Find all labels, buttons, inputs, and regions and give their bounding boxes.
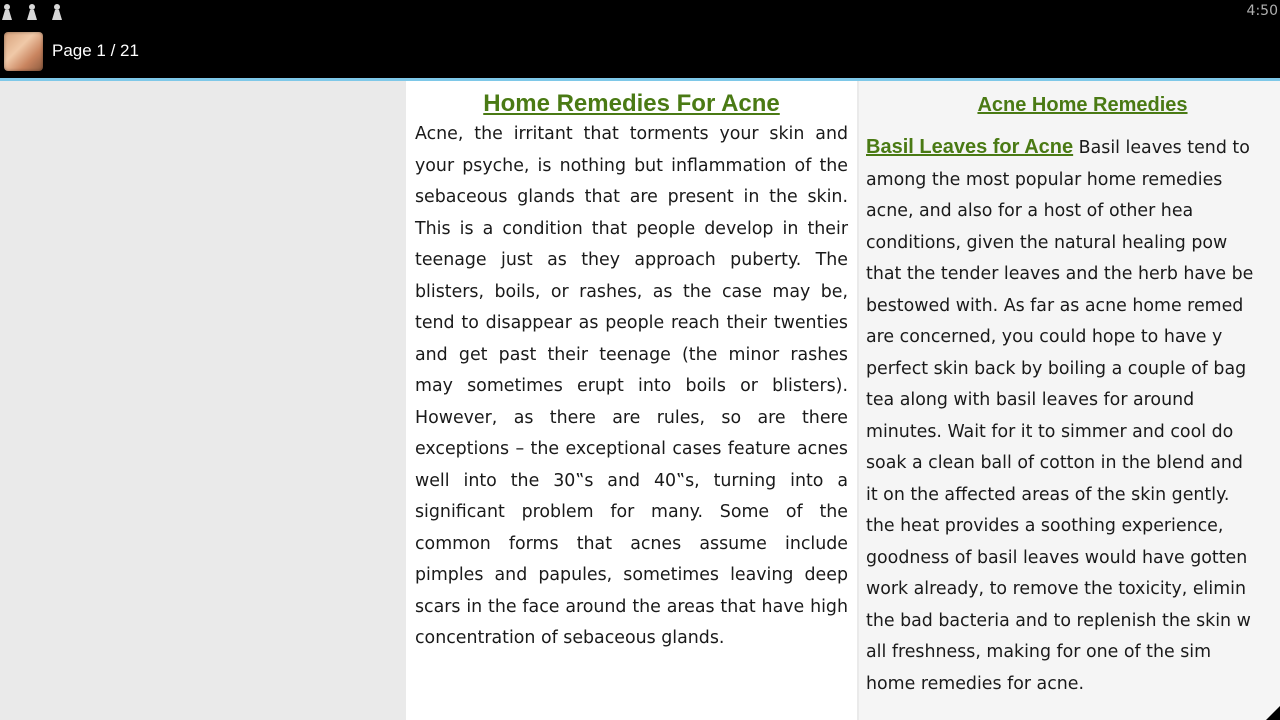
text-line: the heat provides a soothing experience,	[866, 516, 1224, 536]
text-line: the bad bacteria and to replenish the skin w	[866, 610, 1251, 631]
text-line: among the most popular home remedies	[866, 169, 1223, 190]
text-line: all freshness, making for one of the sim	[866, 642, 1212, 662]
text-line: are concerned, you could hope to have y	[866, 327, 1223, 347]
text-line: perfect skin back by boiling a couple of bag	[866, 358, 1247, 379]
status-bar	[0, 0, 1280, 25]
subheading: Basil Leaves for Acne	[866, 136, 1074, 158]
document-page-2[interactable]	[859, 81, 1280, 720]
text-line: Basil Leaves for Acne Basil leaves tend to	[866, 136, 1250, 158]
pawn-icon	[1, 3, 13, 21]
text-line: home remedies for acne.	[866, 673, 1085, 694]
page-paragraph	[866, 132, 1280, 700]
page-indicator: Page 1 / 21	[52, 41, 139, 60]
document-page-1[interactable]	[406, 81, 857, 720]
page-paragraph: Acne, the irritant that torments your skin and your psyche, is nothing but inflammation of the sebaceous glands that are present in the skin. This is a condition that people develop in their teenage just as they approach puberty. The blisters, boils, or rashes, as the case may be, tend to disappear as people reach their twenties and get past their teenage (the minor rashes may sometimes erupt into boils or blisters). However, as there are rules, so are there exceptions – the exceptional cases feature acnes well into the 30‟s and 40‟s, turning into a significant problem for many. Some of the common forms that acnes assume include pimples and papules, sometimes leaving deep scars in the face around the areas that have high concentration of sebaceous glands.	[415, 124, 848, 648]
text-line: acne, and also for a host of other hea	[866, 201, 1194, 221]
text-line: that the tender leaves and the herb have be	[866, 264, 1254, 284]
pawn-icon	[51, 3, 63, 21]
text-line: soak a clean ball of cotton in the blend and	[866, 453, 1243, 473]
notification-icons	[0, 3, 75, 21]
text-line: bestowed with. As far as acne home remed	[866, 295, 1244, 316]
page-title: Home Remedies For Acne	[483, 90, 780, 117]
text-line: tea along with basil leaves for around	[866, 390, 1195, 410]
app-icon[interactable]	[4, 32, 43, 71]
pawn-icon	[26, 3, 38, 21]
text-line: it on the affected areas of the skin gently.	[866, 484, 1230, 505]
action-bar	[0, 25, 1280, 78]
text-line: minutes. Wait for it to simmer and cool do	[866, 421, 1234, 442]
text-line: work already, to remove the toxicity, elimin	[866, 579, 1246, 599]
text-line: goodness of basil leaves would have gotten	[866, 547, 1248, 568]
page-title: Acne Home Remedies	[977, 94, 1188, 116]
document-viewer[interactable]	[0, 81, 1280, 720]
text-line: conditions, given the natural healing pow	[866, 232, 1228, 253]
status-time: 4:50	[1246, 3, 1278, 19]
